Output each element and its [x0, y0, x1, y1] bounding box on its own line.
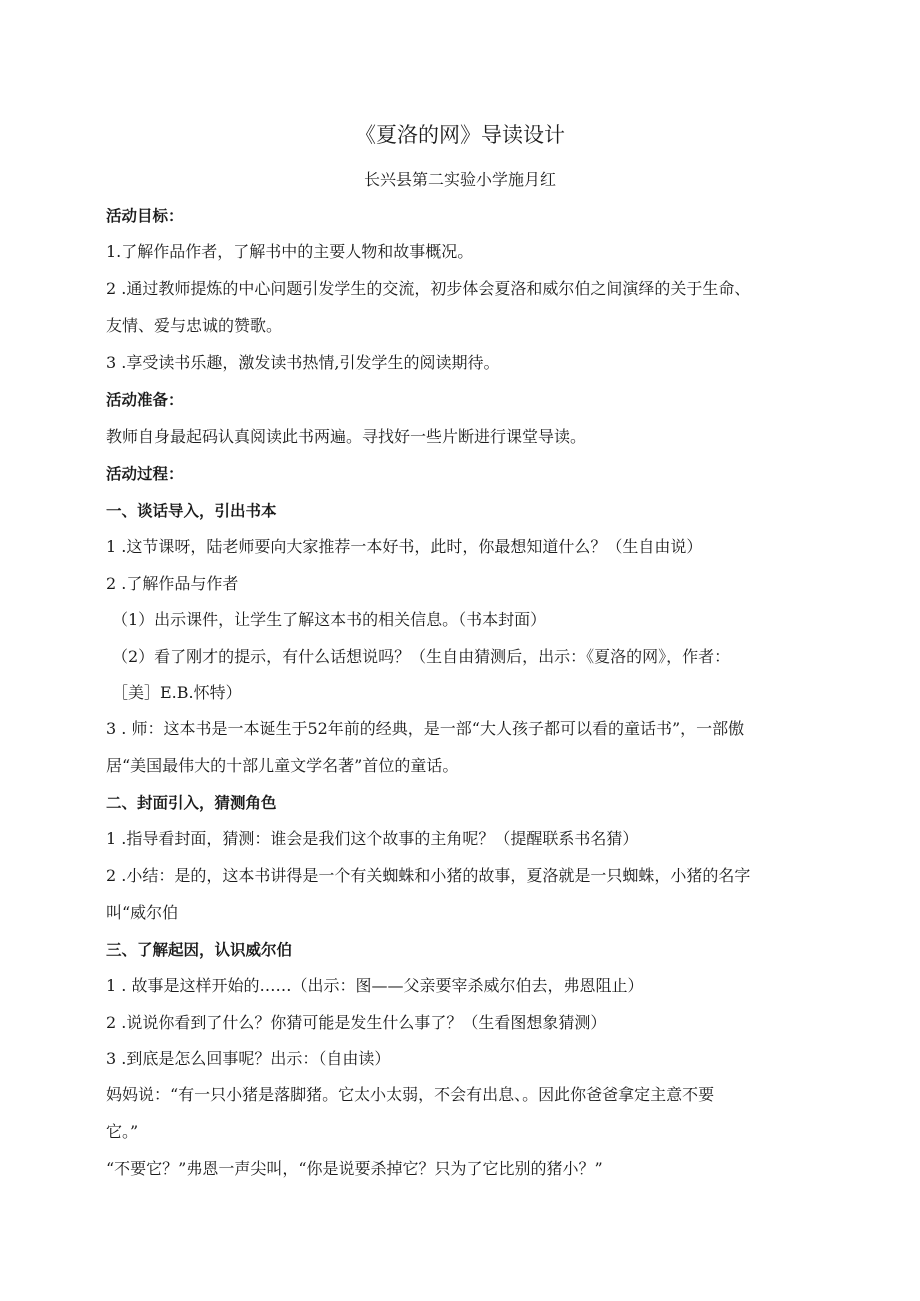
document-title: 《夏洛的网》导读设计	[355, 123, 565, 147]
preparation-text: 教师自身最起码认真阅读此书两遍。寻找好一些片断进行课堂导读。	[106, 427, 587, 446]
section-1-item-3-line-1: 3 . 师：这本书是一本诞生于52年前的经典，是一部“大人孩子都可以看的童话书”，一部傲	[106, 719, 745, 738]
section-1-item-2-sub-2-line-2: ［美］E.B.怀特）	[112, 683, 242, 702]
section-1-item-2-sub-2-line-1: （2）看了刚才的提示，有什么话想说吗？（生自由猜测后，出示：《夏洛的网》，作者：	[112, 647, 731, 666]
section-1-item-3-line-2: 居“美国最伟大的十部儿童文学名著”首位的童话。	[106, 756, 459, 775]
section-2-item-2-line-2: 叫“威尔伯	[106, 903, 179, 922]
section-2-item-1: 1 .指导看封面，猜测：谁会是我们这个故事的主角呢？（提醒联系书名猜）	[106, 829, 639, 848]
section-1-item-2-sub-1: （1）出示课件，让学生了解这本书的相关信息。（书本封面）	[112, 610, 547, 629]
section-1-heading: 一、谈话导入，引出书本	[106, 502, 277, 520]
quote-1-line-1: 妈妈说：“有一只小猪是落脚猪。它太小太弱，不会有出息、。因此你爸爸拿定主意不要	[106, 1085, 715, 1104]
preparation-heading: 活动准备：	[106, 391, 184, 409]
objectives-heading: 活动目标：	[106, 207, 184, 225]
section-2-item-2-line-1: 2 .小结：是的，这本书讲得是一个有关蜘蛛和小猪的故事，夏洛就是一只蜘蛛，小猪的名字	[106, 866, 751, 885]
quote-2: “不要它？”弗恩一声尖叫，“你是说要杀掉它？只为了它比别的猪小？”	[106, 1159, 603, 1178]
document-author: 长兴县第二实验小学施月红	[363, 170, 556, 189]
section-1-item-1: 1 .这节课呀，陆老师要向大家推荐一本好书，此时，你最想知道什么？（生自由说）	[106, 537, 703, 556]
objective-3: 3 .享受读书乐趣，激发读书热情,引发学生的阅读期待。	[106, 353, 500, 372]
quote-1-line-2: 它。”	[106, 1122, 139, 1141]
section-1-item-2: 2 .了解作品与作者	[106, 574, 239, 593]
section-2-heading: 二、封面引入，猜测角色	[106, 794, 277, 812]
process-heading: 活动过程：	[106, 465, 184, 483]
objective-1: 1.了解作品作者，了解书中的主要人物和故事概况。	[106, 242, 474, 261]
objective-2-line-2: 友情、爱与忠诚的赞歌。	[106, 316, 283, 335]
section-3-item-2: 2 .说说你看到了什么？你猜可能是发生什么事了？（生看图想象猜测）	[106, 1013, 607, 1032]
section-3-heading: 三、了解起因，认识威尔伯	[106, 941, 293, 959]
section-3-item-1: 1 . 故事是这样开始的……（出示：图——父亲要宰杀威尔伯去，弗恩阻止）	[106, 976, 644, 995]
objective-2-line-1: 2 .通过教师提炼的中心问题引发学生的交流，初步体会夏洛和威尔伯之间演绎的关于生命、	[106, 279, 751, 298]
section-3-item-3: 3 .到底是怎么回事呢？出示：（自由读）	[106, 1049, 391, 1068]
